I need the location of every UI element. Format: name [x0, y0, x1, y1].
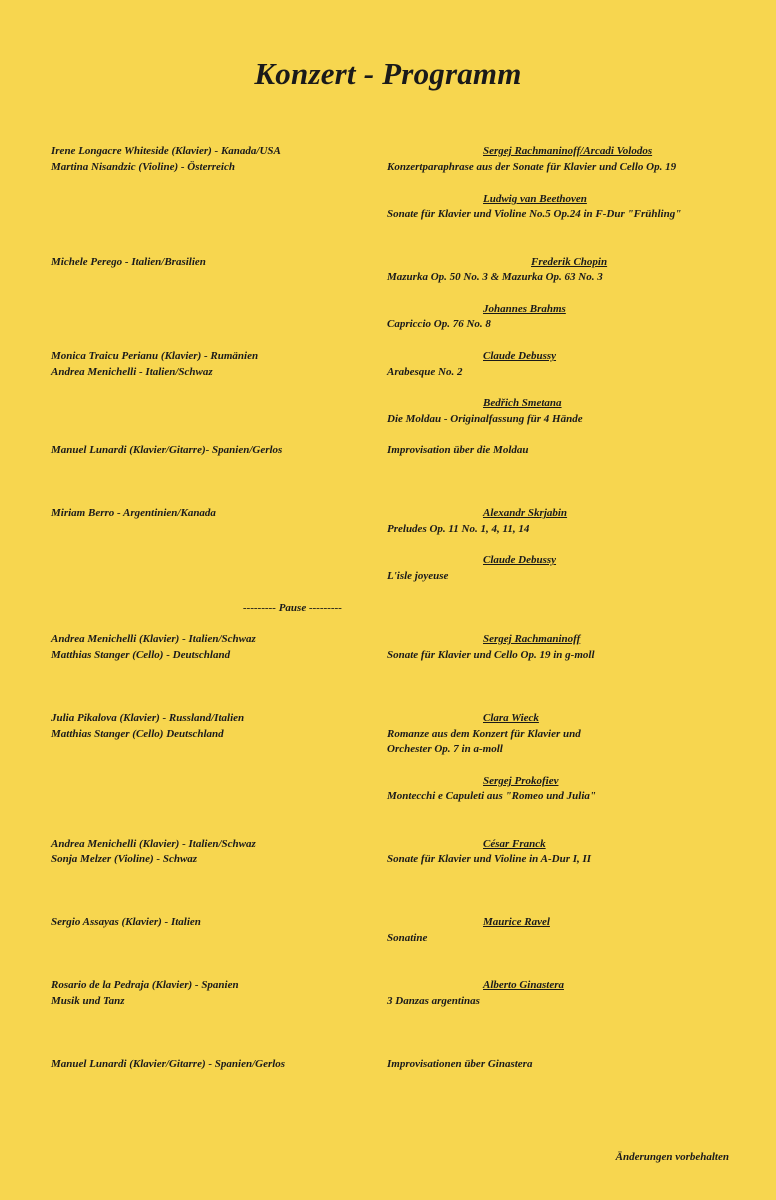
- performer: Sonja Melzer (Violine) - Schwaz: [51, 853, 198, 865]
- performer: Rosario de la Pedraja (Klavier) - Spanien: [51, 979, 239, 991]
- work: Improvisation über die Moldau: [387, 444, 529, 456]
- composer: Clara Wieck: [483, 712, 539, 724]
- performer: Miriam Berro - Argentinien/Kanada: [51, 507, 216, 519]
- performer: Sergio Assayas (Klavier) - Italien: [51, 916, 201, 928]
- work: Sonatine: [387, 932, 428, 944]
- performer: Matthias Stanger (Cello) Deutschland: [51, 728, 224, 740]
- composer: Claude Debussy: [483, 350, 557, 362]
- composer: Maurice Ravel: [483, 916, 550, 928]
- composer: Ludwig van Beethoven: [483, 193, 587, 205]
- performer: Andrea Menichelli (Klavier) - Italien/Schwaz: [51, 838, 256, 850]
- performer: Andrea Menichelli - Italien/Schwaz: [51, 366, 213, 378]
- work: L'isle joyeuse: [387, 570, 449, 582]
- composer: Claude Debussy: [483, 554, 557, 566]
- work: 3 Danzas argentinas: [387, 995, 480, 1007]
- performer: Matthias Stanger (Cello) - Deutschland: [51, 649, 231, 661]
- work: Sonate für Klavier und Violine No.5 Op.24 in F-Dur "Frühling": [387, 208, 682, 220]
- composer: Alberto Ginastera: [483, 979, 564, 991]
- work: Montecchi e Capuleti aus "Romeo und Julia": [387, 790, 597, 802]
- performer: Monica Traicu Perianu (Klavier) - Rumänien: [51, 350, 259, 362]
- work: Mazurka Op. 50 No. 3 & Mazurka Op. 63 No. 3: [387, 271, 603, 283]
- pause-divider: --------- Pause ---------: [243, 602, 342, 614]
- work: Improvisationen über Ginastera: [387, 1058, 533, 1070]
- work: Capriccio Op. 76 No. 8: [387, 318, 491, 330]
- composer: Johannes Brahms: [483, 303, 566, 315]
- composer: Frederik Chopin: [531, 256, 608, 268]
- performer: Irene Longacre Whiteside (Klavier) - Kanada/USA: [51, 145, 281, 157]
- work: Die Moldau - Originalfassung für 4 Hände: [387, 413, 583, 425]
- footer-note: Änderungen vorbehalten: [615, 1151, 729, 1163]
- performer: Manuel Lunardi (Klavier/Gitarre)- Spanien/Gerlos: [51, 444, 283, 456]
- work: Romanze aus dem Konzert für Klavier und: [387, 728, 581, 740]
- work: Arabesque No. 2: [387, 366, 463, 378]
- composer: Alexandr Skrjabin: [483, 507, 568, 519]
- composer: Sergej Rachmaninoff: [483, 633, 581, 645]
- page-title: Konzert - Programm: [254, 56, 522, 91]
- composer: Sergej Rachmaninoff/Arcadi Volodos: [483, 145, 653, 157]
- performer: Andrea Menichelli (Klavier) - Italien/Schwaz: [51, 633, 256, 645]
- work: Sonate für Klavier und Cello Op. 19 in g-moll: [387, 649, 595, 661]
- performer: Musik und Tanz: [51, 995, 125, 1007]
- work: Sonate für Klavier und Violine in A-Dur I, II: [387, 853, 592, 865]
- performer: Julia Pikalova (Klavier) - Russland/Italien: [51, 712, 245, 724]
- composer: Sergej Prokofiev: [483, 775, 559, 787]
- work: Orchester Op. 7 in a-moll: [387, 743, 503, 755]
- work: Preludes Op. 11 No. 1, 4, 11, 14: [387, 523, 530, 535]
- composer: Bedřich Smetana: [483, 397, 562, 409]
- work: Konzertparaphrase aus der Sonate für Klavier und Cello Op. 19: [387, 161, 677, 173]
- performer: Michele Perego - Italien/Brasilien: [51, 256, 206, 268]
- composer: César Franck: [483, 838, 546, 850]
- performer: Manuel Lunardi (Klavier/Gitarre) - Spanien/Gerlos: [51, 1058, 286, 1070]
- performer: Martina Nisandzic (Violine) - Österreich: [51, 161, 235, 173]
